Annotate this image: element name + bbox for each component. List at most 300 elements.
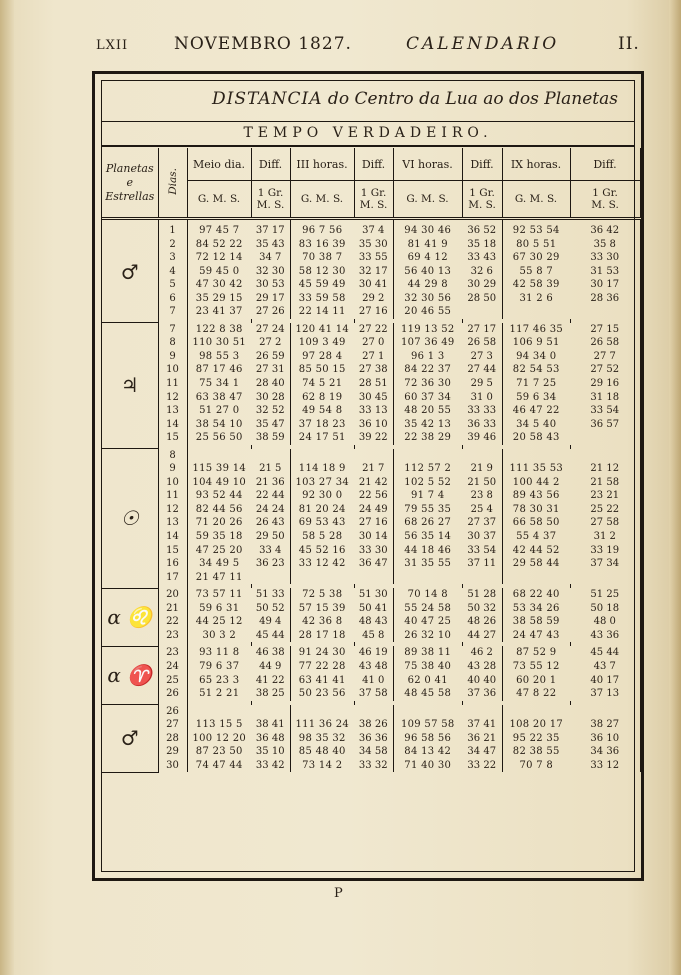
diff-cell: 33 30 (570, 251, 640, 265)
distance-cell: 98 55 3 (199, 350, 240, 362)
distance-cell: 72 5 38 (302, 589, 343, 601)
distance-cell (502, 305, 570, 319)
day-cell: 7 (158, 305, 187, 319)
day-cell: 20 (158, 588, 187, 602)
diff-cell: 29 16 (570, 377, 640, 391)
diff-cell: 27 2 (251, 336, 290, 350)
distance-cell: 32 30 56 (404, 292, 452, 304)
distance-cell: 23 41 37 (195, 306, 243, 318)
planet-symbol: ☉ (102, 449, 158, 588)
table-row (102, 377, 640, 391)
diff-cell: 31 2 (570, 530, 640, 544)
diff-cell: 46 2 (462, 646, 502, 660)
diff-cell: 21 7 (354, 462, 393, 476)
diff-cell: 22 44 (251, 489, 290, 503)
distance-cell: 75 38 40 (404, 660, 452, 672)
diff-cell: 27 38 (354, 363, 393, 377)
distance-cell: 55 4 37 (516, 531, 557, 543)
diff-cell: 26 59 (251, 350, 290, 364)
diff-cell: 27 52 (570, 363, 640, 377)
diff-cell: 30 29 (462, 278, 502, 292)
distance-cell: 67 30 29 (512, 252, 560, 264)
distance-cell: 70 14 8 (407, 589, 448, 601)
distance-cell: 70 7 8 (519, 759, 554, 771)
diff-cell: 33 54 (570, 404, 640, 418)
diff-cell: 43 36 (570, 629, 640, 643)
day-cell: 9 (158, 462, 187, 476)
distance-cell: 22 14 11 (298, 306, 346, 318)
diff-cell: 27 26 (251, 305, 290, 319)
diff-cell: 34 58 (354, 745, 393, 759)
distance-cell: 25 56 50 (195, 432, 243, 444)
distance-cell: 84 52 22 (195, 238, 243, 250)
diff-cell: 45 44 (251, 629, 290, 643)
distance-cell: 44 25 12 (195, 616, 243, 628)
table-row (102, 629, 640, 643)
distance-cell: 117 46 35 (509, 323, 564, 335)
table-row (102, 238, 640, 252)
diff-cell: 33 42 (251, 759, 290, 773)
diff-cell: 36 23 (251, 557, 290, 571)
diff-cell: 50 41 (354, 602, 393, 616)
diff-header: Diff. (354, 148, 393, 181)
table-row (102, 571, 640, 585)
diff-cell: 36 52 (462, 224, 502, 238)
diff-cell: 38 26 (354, 718, 393, 732)
diff-cell: 30 45 (354, 391, 393, 405)
table-row (102, 588, 640, 602)
diff-cell: 36 47 (354, 557, 393, 571)
table-row (102, 336, 640, 350)
distance-cell: 48 45 58 (404, 688, 452, 700)
diff-cell: 35 10 (251, 745, 290, 759)
distance-cell: 85 48 40 (298, 746, 346, 758)
diff-cell: 46 19 (354, 646, 393, 660)
distance-cell: 74 47 44 (195, 759, 243, 771)
table-subtitle: TEMPO VERDADEIRO. (243, 125, 493, 141)
day-cell: 15 (158, 544, 187, 558)
distance-cell: 42 44 52 (512, 544, 560, 556)
table-row (102, 646, 640, 660)
table-row (102, 674, 640, 688)
diff-cell: 21 36 (251, 476, 290, 490)
diff-cell: 31 18 (570, 391, 640, 405)
distance-cell: 58 5 28 (302, 531, 343, 543)
distance-cell: 91 24 30 (298, 647, 346, 659)
diff-cell: 28 51 (354, 377, 393, 391)
time-header: VI horas. (393, 148, 462, 181)
day-cell: 13 (158, 516, 187, 530)
table-row (102, 557, 640, 571)
distance-cell: 92 53 54 (512, 225, 560, 236)
diff-cell: 30 37 (462, 530, 502, 544)
distance-cell: 26 32 10 (404, 629, 452, 641)
distance-cell: 37 18 23 (298, 418, 346, 430)
diff-cell (462, 571, 502, 585)
diff-cell: 50 52 (251, 602, 290, 616)
distance-cell: 40 47 25 (404, 616, 452, 628)
diff-cell: 50 18 (570, 602, 640, 616)
gr-header (462, 181, 502, 219)
diff-cell: 40 17 (570, 674, 640, 688)
diff-cell: 35 43 (251, 238, 290, 252)
empty-cell (570, 305, 640, 319)
diff-cell: 27 24 (251, 323, 290, 337)
distance-cell: 69 53 43 (298, 517, 346, 529)
table-row (102, 363, 640, 377)
distance-cell: 96 58 56 (404, 732, 452, 744)
diff-cell: 36 42 (570, 224, 640, 238)
table-frame (92, 71, 644, 881)
diff-cell: 21 5 (251, 462, 290, 476)
day-cell: 4 (158, 265, 187, 279)
diff-cell: 43 48 (354, 660, 393, 674)
diff-cell: 38 59 (251, 431, 290, 445)
distance-cell: 81 41 9 (407, 238, 448, 250)
diff-cell: 45 8 (354, 629, 393, 643)
diff-cell: 51 30 (354, 588, 393, 602)
distance-cell: 59 6 34 (516, 391, 557, 403)
diff-cell: 24 24 (251, 503, 290, 517)
diff-cell: 36 57 (570, 418, 640, 432)
distance-cell: 71 7 25 (516, 378, 557, 390)
distance-cell (393, 705, 462, 719)
gr-header (354, 181, 393, 219)
table-row (102, 350, 640, 364)
diff-cell (570, 571, 640, 585)
diff-cell: 28 50 (462, 292, 502, 306)
gms-header: G. M. S. (187, 181, 251, 219)
diff-cell: 37 34 (570, 557, 640, 571)
diff-cell: 48 0 (570, 615, 640, 629)
diff-cell (570, 705, 640, 719)
diff-cell: 21 58 (570, 476, 640, 490)
diff-cell: 27 37 (462, 516, 502, 530)
table-row (102, 449, 640, 463)
distance-cell: 22 38 29 (404, 432, 452, 444)
distance-cell: 106 9 51 (512, 337, 560, 349)
diff-cell: 36 33 (462, 418, 502, 432)
distance-cell: 109 3 49 (298, 337, 346, 349)
day-cell: 11 (158, 489, 187, 503)
diff-cell: 33 32 (354, 759, 393, 773)
distance-cell: 82 54 53 (512, 364, 560, 376)
distance-cell (393, 449, 462, 463)
table-row (102, 292, 640, 306)
diff-header: Diff. (251, 148, 290, 181)
distance-cell: 28 17 18 (298, 629, 346, 641)
subtitle-rule (102, 145, 634, 147)
distance-cell: 59 6 31 (199, 602, 240, 614)
day-cell: 8 (158, 449, 187, 463)
diff-cell: 32 30 (251, 265, 290, 279)
distance-cell: 79 55 35 (404, 503, 452, 515)
day-cell: 11 (158, 377, 187, 391)
diff-cell: 31 0 (462, 391, 502, 405)
diff-cell (354, 449, 393, 463)
distance-cell: 96 1 3 (410, 350, 445, 362)
diff-cell: 49 4 (251, 615, 290, 629)
diff-cell: 23 8 (462, 489, 502, 503)
diff-cell: 39 46 (462, 431, 502, 445)
gms-header: G. M. S. (393, 181, 462, 219)
diff-cell: 29 17 (251, 292, 290, 306)
diff-cell: 30 41 (354, 278, 393, 292)
distance-cell: 62 8 19 (302, 391, 343, 403)
diff-cell (251, 571, 290, 585)
diff-cell: 27 1 (354, 350, 393, 364)
day-cell: 24 (158, 660, 187, 674)
distance-cell: 69 4 12 (407, 252, 448, 264)
distance-cell: 33 12 42 (298, 558, 346, 570)
distance-cell: 31 2 6 (519, 292, 554, 304)
diff-cell: 36 21 (462, 732, 502, 746)
diff-cell: 51 28 (462, 588, 502, 602)
distance-table (102, 148, 641, 773)
diff-cell: 32 6 (462, 265, 502, 279)
header-month: NOVEMBRO 1827. (174, 34, 352, 54)
diff-cell: 30 14 (354, 530, 393, 544)
distance-cell (393, 571, 462, 585)
diff-cell: 27 44 (462, 363, 502, 377)
distance-cell: 122 8 38 (195, 323, 243, 335)
table-row (102, 759, 640, 773)
table-row (102, 224, 640, 238)
distance-cell: 87 17 46 (195, 364, 243, 376)
diff-cell: 34 47 (462, 745, 502, 759)
table-row (102, 718, 640, 732)
page-number: LXII (96, 38, 129, 53)
diff-cell: 38 27 (570, 718, 640, 732)
diff-cell: 27 3 (462, 350, 502, 364)
distance-cell: 119 13 52 (400, 323, 455, 335)
diff-cell: 35 18 (462, 238, 502, 252)
distance-cell: 111 35 53 (509, 463, 564, 475)
distance-cell: 70 38 7 (302, 252, 343, 264)
distance-cell: 73 57 11 (195, 589, 243, 601)
distance-cell: 95 22 35 (512, 732, 560, 744)
distance-cell: 89 38 11 (404, 647, 452, 659)
distance-cell: 94 34 0 (516, 350, 557, 362)
diff-cell: 21 9 (462, 462, 502, 476)
distance-cell: 83 16 39 (298, 238, 346, 250)
distance-cell: 72 36 30 (404, 378, 452, 390)
diff-cell (251, 449, 290, 463)
distance-cell: 78 30 31 (512, 503, 560, 515)
distance-cell: 85 50 15 (298, 364, 346, 376)
diff-cell: 29 2 (354, 292, 393, 306)
planet-symbol: ♂ (102, 224, 158, 323)
diff-cell: 27 58 (570, 516, 640, 530)
day-cell: 9 (158, 350, 187, 364)
planets-header-line: Planetas (105, 161, 154, 175)
diff-cell: 37 13 (570, 687, 640, 701)
distance-cell: 89 43 56 (512, 490, 560, 502)
diff-cell: 45 44 (570, 646, 640, 660)
distance-cell: 72 12 14 (195, 252, 243, 264)
distance-cell: 59 45 0 (199, 265, 240, 277)
diff-cell: 27 22 (354, 323, 393, 337)
day-cell: 2 (158, 238, 187, 252)
table-row (102, 660, 640, 674)
gr-header (251, 181, 290, 219)
diff-cell: 36 48 (251, 732, 290, 746)
ms-label: M. S. (591, 199, 619, 211)
ms-label: M. S. (468, 199, 496, 211)
distance-cell: 55 24 58 (404, 602, 452, 614)
day-cell: 12 (158, 391, 187, 405)
diff-cell: 26 58 (462, 336, 502, 350)
diff-cell (570, 449, 640, 463)
diff-cell: 33 30 (354, 544, 393, 558)
diff-cell: 41 0 (354, 674, 393, 688)
day-cell: 23 (158, 646, 187, 660)
distance-cell: 107 36 49 (400, 337, 455, 349)
distance-cell (290, 571, 354, 585)
diff-cell (354, 571, 393, 585)
signature-mark: P (334, 886, 343, 901)
distance-cell: 60 20 1 (516, 674, 557, 686)
gms-header: G. M. S. (290, 181, 354, 219)
diff-cell: 30 28 (251, 391, 290, 405)
dias-header (158, 148, 187, 219)
diff-cell: 37 11 (462, 557, 502, 571)
planets-header-line: e (126, 175, 133, 189)
distance-cell (290, 705, 354, 719)
table-row (102, 544, 640, 558)
table-row (102, 462, 640, 476)
diff-cell: 31 53 (570, 265, 640, 279)
day-cell: 17 (158, 571, 187, 585)
distance-cell: 74 5 21 (302, 378, 343, 390)
planet-symbol: ♂ (102, 705, 158, 773)
distance-cell: 59 35 18 (195, 531, 243, 543)
diff-cell: 25 22 (570, 503, 640, 517)
distance-cell: 82 44 56 (195, 503, 243, 515)
distance-cell: 100 12 20 (192, 732, 247, 744)
header-part: II. (618, 34, 640, 54)
table-row (102, 476, 640, 490)
distance-cell: 79 6 37 (199, 660, 240, 672)
day-cell: 3 (158, 251, 187, 265)
distance-cell: 21 47 11 (195, 571, 243, 583)
distance-cell: 84 13 42 (404, 746, 452, 758)
distance-cell: 98 35 32 (298, 732, 346, 744)
distance-cell: 47 8 22 (516, 688, 557, 700)
diff-cell: 43 7 (570, 660, 640, 674)
diff-cell: 48 26 (462, 615, 502, 629)
table-row (102, 431, 640, 445)
diff-cell: 26 58 (570, 336, 640, 350)
time-header: IX horas. (502, 148, 570, 181)
diff-cell: 33 22 (462, 759, 502, 773)
distance-cell: 82 38 55 (512, 746, 560, 758)
diff-cell: 50 32 (462, 602, 502, 616)
diff-header: Diff. (570, 148, 640, 181)
distance-cell: 63 38 47 (195, 391, 243, 403)
distance-cell: 108 20 17 (509, 719, 564, 731)
table-inner-frame (101, 80, 635, 872)
day-cell: 1 (158, 224, 187, 238)
diff-cell: 35 30 (354, 238, 393, 252)
gr-label: 1 Gr. (257, 187, 284, 199)
distance-cell: 44 29 8 (407, 279, 448, 291)
diff-cell: 36 10 (354, 418, 393, 432)
distance-cell (187, 449, 251, 463)
time-header: III horas. (290, 148, 354, 181)
distance-cell (290, 449, 354, 463)
diff-cell: 41 22 (251, 674, 290, 688)
distance-cell: 31 35 55 (404, 558, 452, 570)
distance-cell: 104 49 10 (192, 476, 247, 488)
planets-header-line: Estrellas (105, 189, 155, 203)
day-cell: 28 (158, 732, 187, 746)
diff-cell: 27 0 (354, 336, 393, 350)
distance-cell: 110 30 51 (192, 337, 247, 349)
distance-cell: 120 41 14 (295, 323, 350, 335)
day-cell: 26 (158, 687, 187, 701)
diff-cell: 35 47 (251, 418, 290, 432)
distance-cell: 87 23 50 (195, 746, 243, 758)
diff-cell: 51 33 (251, 588, 290, 602)
table-title (102, 89, 634, 109)
diff-cell: 33 19 (570, 544, 640, 558)
distance-cell: 38 54 10 (195, 418, 243, 430)
distance-cell: 24 17 51 (298, 432, 346, 444)
diff-cell: 40 40 (462, 674, 502, 688)
diff-cell: 33 13 (354, 404, 393, 418)
day-cell: 27 (158, 718, 187, 732)
diff-cell (251, 705, 290, 719)
diff-cell: 21 12 (570, 462, 640, 476)
planets-header (102, 148, 158, 219)
gr-label: 1 Gr. (469, 187, 495, 199)
dias-label: Dias. (166, 167, 179, 195)
day-cell: 8 (158, 336, 187, 350)
diff-cell (354, 705, 393, 719)
diff-cell: 27 16 (354, 305, 393, 319)
diff-cell: 37 17 (251, 224, 290, 238)
distance-cell: 97 45 7 (199, 225, 240, 236)
table-row (102, 391, 640, 405)
distance-cell: 30 3 2 (202, 629, 237, 641)
distance-cell: 97 28 4 (302, 350, 343, 362)
distance-cell: 33 59 58 (298, 292, 346, 304)
diff-cell (462, 305, 502, 319)
title-rule (102, 121, 634, 122)
table-row (102, 305, 640, 319)
distance-cell: 71 20 26 (195, 517, 243, 529)
gr-label: 1 Gr. (360, 187, 387, 199)
day-cell: 15 (158, 431, 187, 445)
distance-cell: 68 22 40 (512, 589, 560, 601)
distance-cell: 48 20 55 (404, 405, 452, 417)
diff-cell: 35 8 (570, 238, 640, 252)
distance-cell: 66 58 50 (512, 517, 560, 529)
day-cell: 12 (158, 503, 187, 517)
distance-cell: 44 18 46 (404, 544, 452, 556)
running-header (96, 34, 641, 58)
distance-cell: 34 5 40 (516, 418, 557, 430)
diff-cell: 27 16 (354, 516, 393, 530)
diff-cell: 28 40 (251, 377, 290, 391)
distance-cell: 93 52 44 (195, 490, 243, 502)
distance-cell: 96 7 56 (302, 225, 343, 236)
distance-cell: 42 58 39 (512, 279, 560, 291)
diff-cell: 30 17 (570, 278, 640, 292)
diff-cell: 37 36 (462, 687, 502, 701)
distance-cell: 63 41 41 (298, 674, 346, 686)
